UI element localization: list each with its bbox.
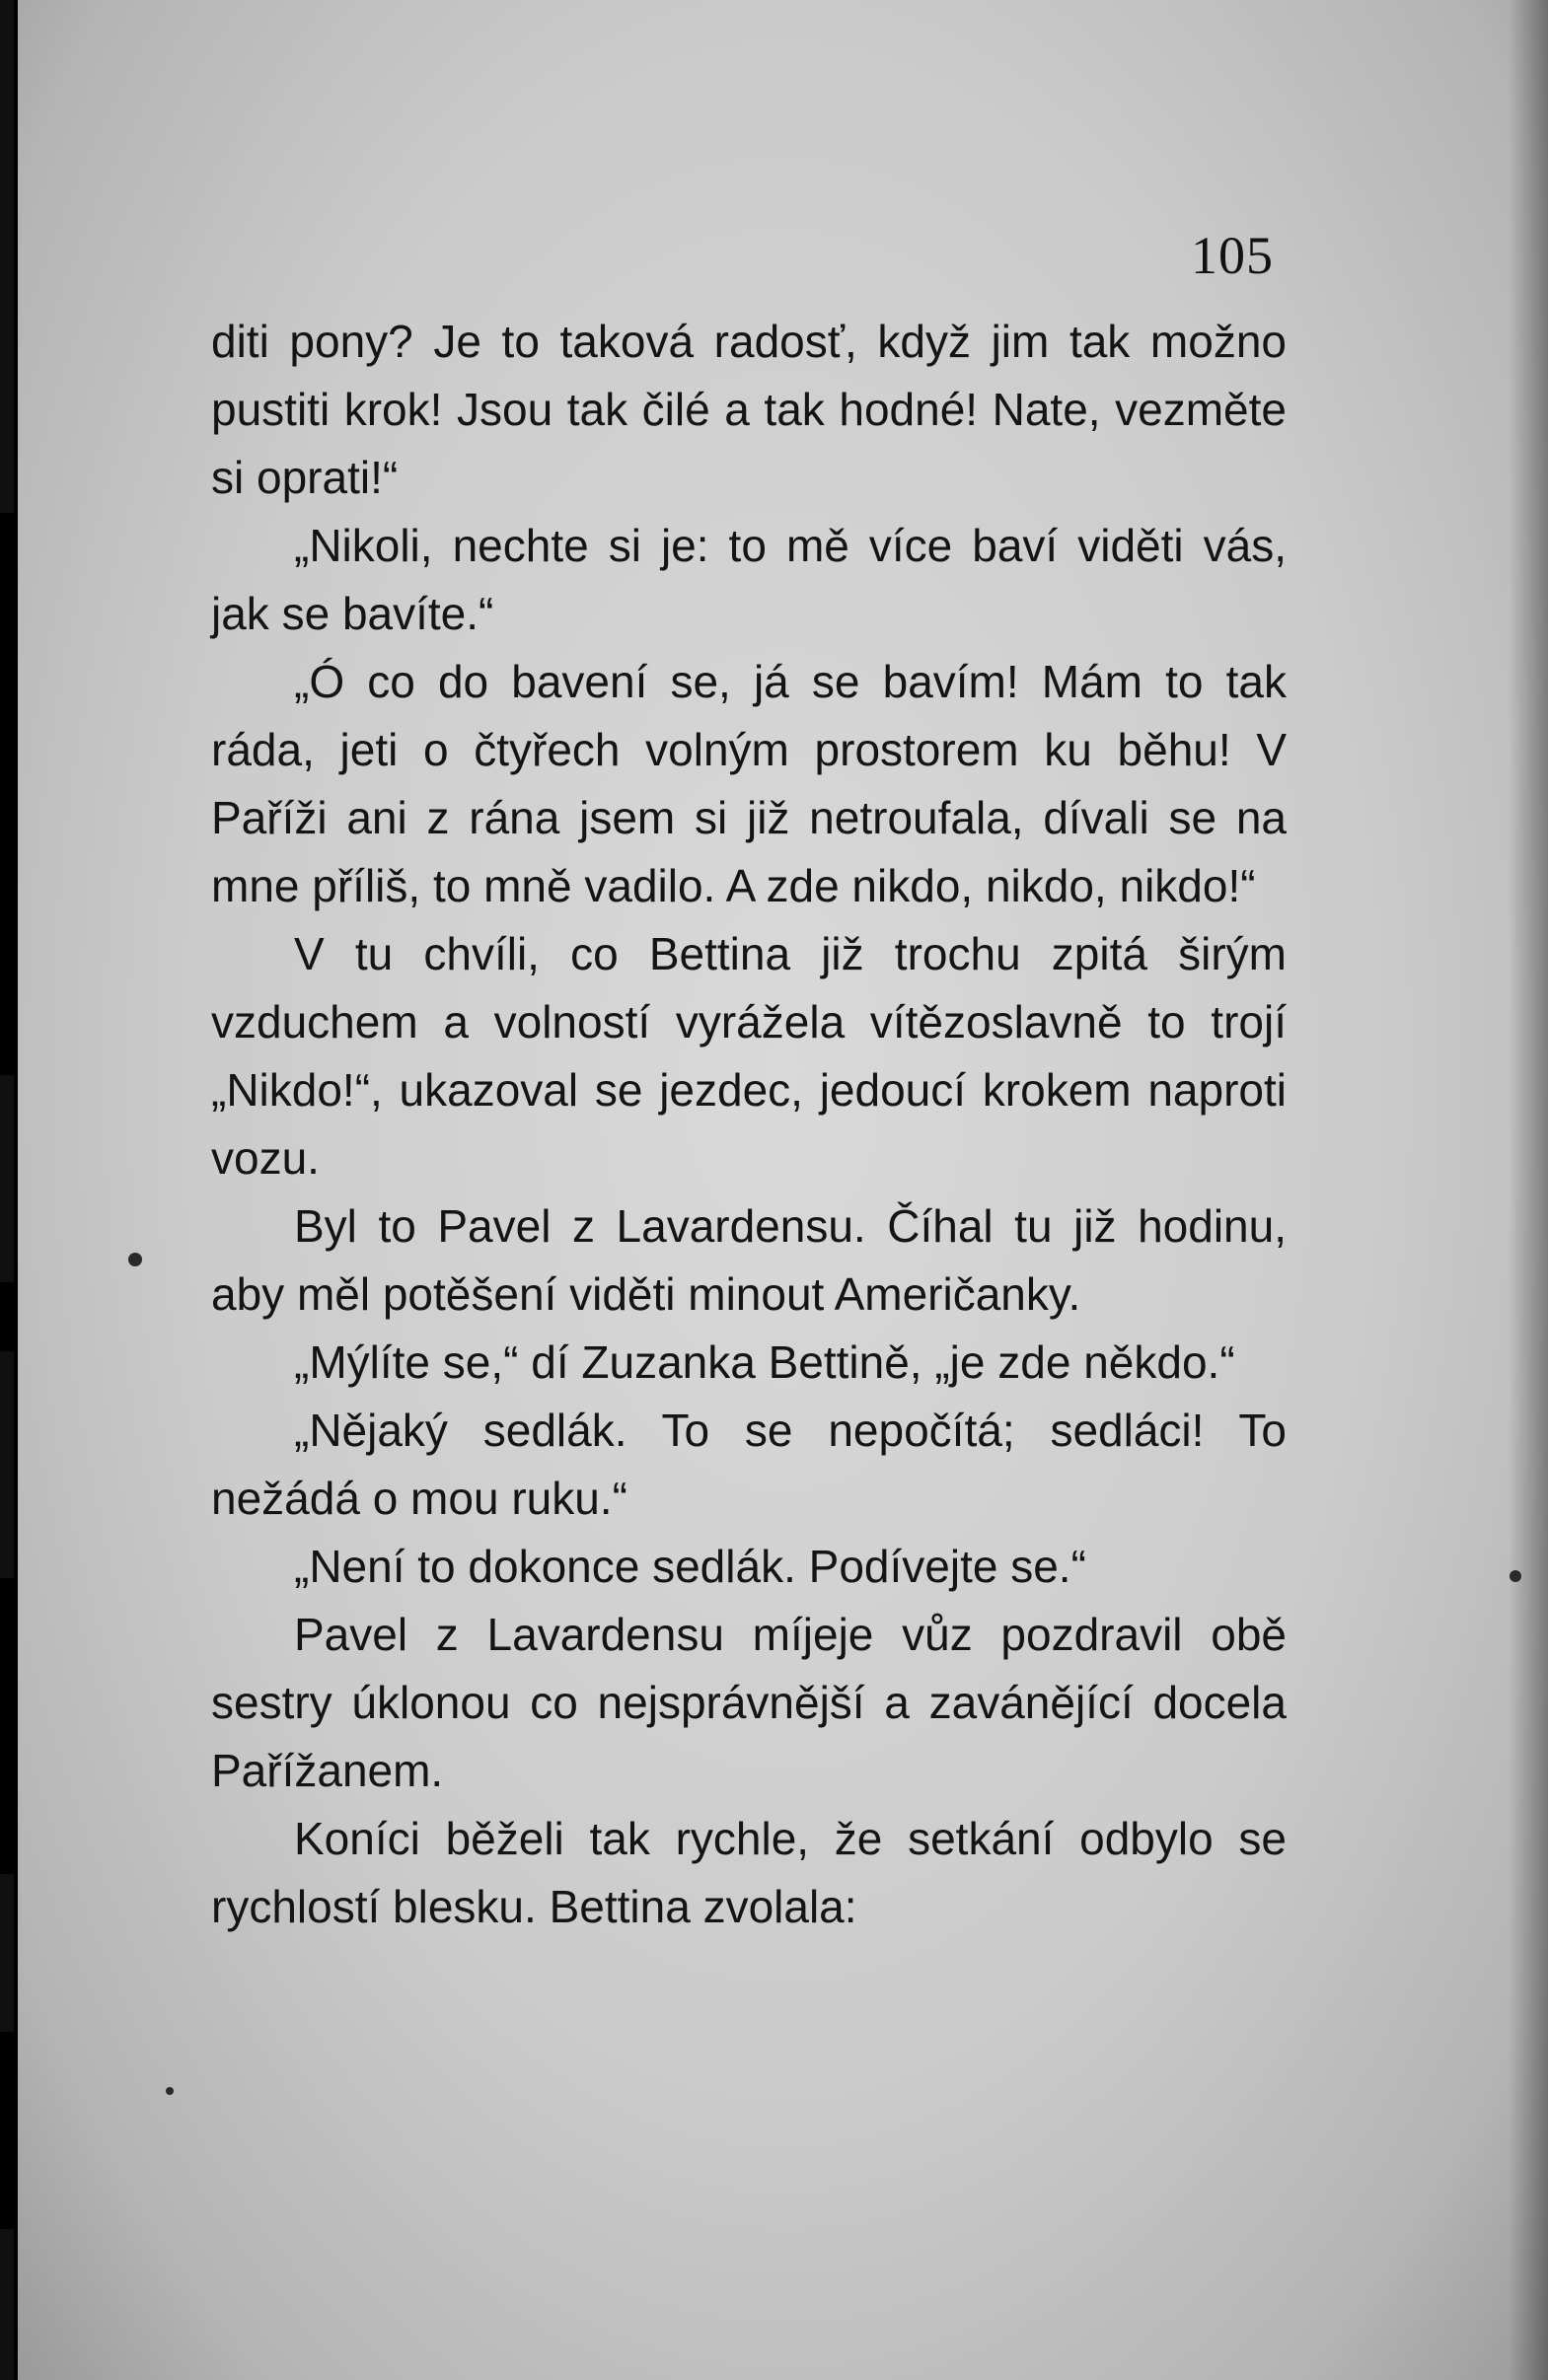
binding-edge — [0, 1351, 14, 1578]
binding-edge — [0, 0, 14, 513]
paragraph-7: „Nějaký sedlák. To se nepočítá; sedláci! To nežádá o mou ruku.“ — [211, 1405, 1287, 1524]
body-text — [211, 308, 1287, 1941]
page-edge-shadow — [1509, 0, 1548, 2380]
paragraph-3: „Ó co do bavení se, já se bavím! Mám to tak ráda, jeti o čtyřech volným prostorem ku běhu! V Paříži ani z rána jsem si již netroufala, dívali se na mne příliš, to mně vadilo. A zde nikdo, nikdo, nikdo!“ — [211, 656, 1287, 911]
paragraph-9: Pavel z Lavardensu míjeje vůz pozdravil obě sestry úklonou co nejsprávnější a zavánějící docela Pařížanem. — [211, 1609, 1287, 1796]
paragraph-8: „Není to dokonce sedlák. Podívejte se.“ — [294, 1541, 1086, 1592]
paragraph-1: diti pony? Je to taková radosť, když jim tak možno pustiti krok! Jsou tak čilé a tak hodné! Nate, vezměte si oprati!“ — [211, 316, 1287, 503]
scan-speck — [1510, 1570, 1521, 1582]
paragraph-4: V tu chvíli, co Bettina již trochu zpitá širým vzduchem a volností vyrážela vítězoslavně to trojí „Nikdo!“, ukazoval se jezdec, jedoucí krokem naproti vozu. — [211, 928, 1287, 1184]
page-number: 105 — [1191, 226, 1274, 285]
scan-speck — [128, 1253, 142, 1266]
paragraph-2: „Nikoli, nechte si je: to mě více baví viděti vás, jak se bavíte.“ — [211, 520, 1287, 639]
scan-speck — [166, 2087, 174, 2095]
paragraph-6: „Mýlíte se,“ dí Zuzanka Bettině, „je zde někdo.“ — [294, 1336, 1235, 1388]
binding-edge — [0, 1075, 14, 1282]
binding-edge — [0, 1874, 14, 2032]
binding-edge — [0, 2229, 14, 2380]
paragraph-10: Koníci běželi tak rychle, že setkání odbylo se rychlostí blesku. Bettina zvolala: — [211, 1813, 1287, 1932]
book-page — [18, 0, 1548, 2380]
paragraph-5: Byl to Pavel z Lavardensu. Číhal tu již hodinu, aby měl potěšení viděti minout Američanky. — [211, 1200, 1287, 1320]
